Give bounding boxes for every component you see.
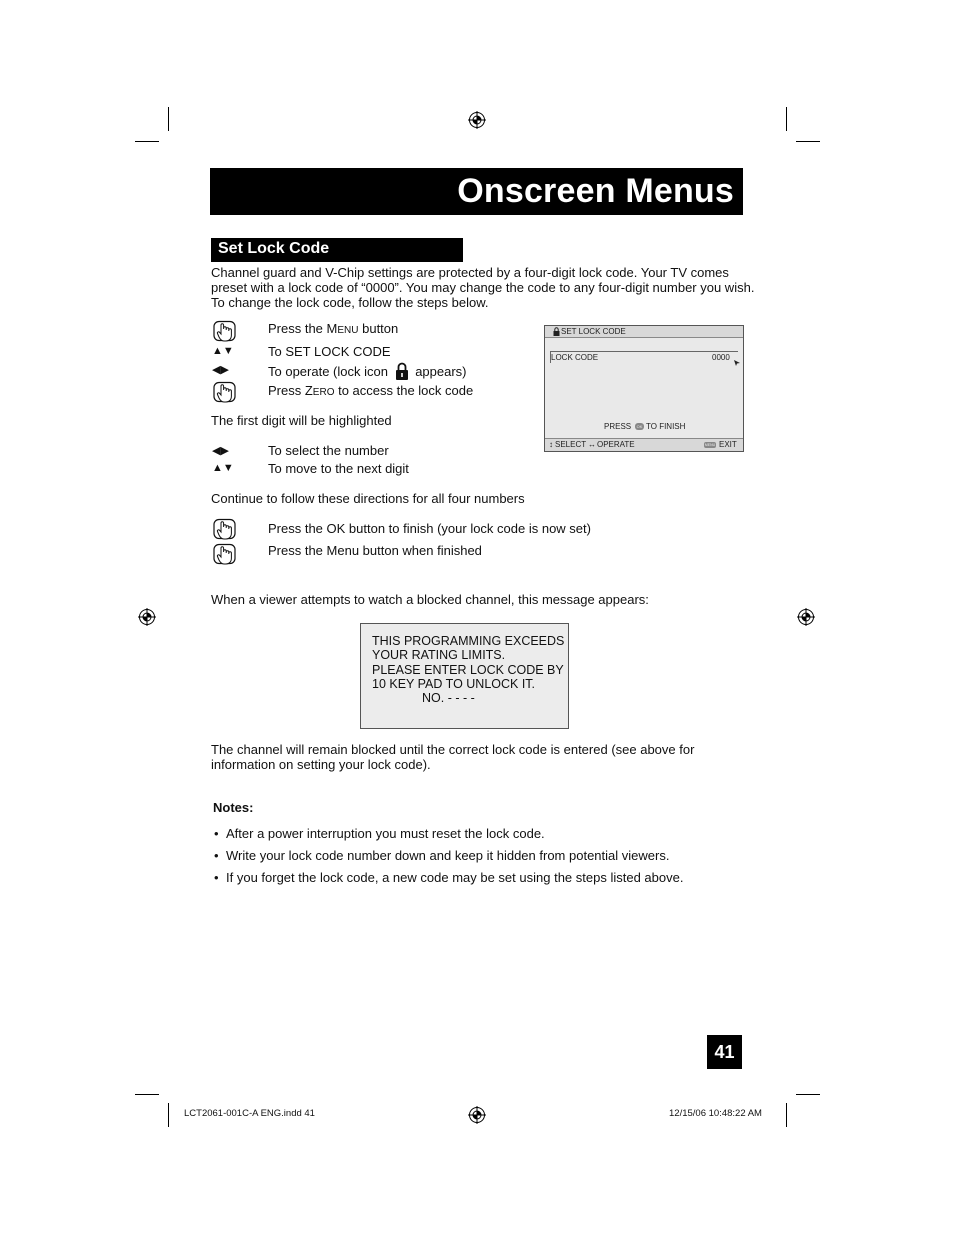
crop-mark — [796, 1094, 820, 1095]
step-text: appears) — [415, 364, 467, 379]
blocked-message-line: YOUR RATING LIMITS. — [372, 648, 506, 662]
intro-line: preset with a lock code of “0000”. You may change the code to any four-digit number you wish. — [211, 280, 755, 295]
left-right-arrows-icon: ◀▶ — [212, 445, 229, 457]
ok-key-icon: OK — [636, 424, 643, 429]
footer-filename: LCT2061-001C-A ENG.indd 41 — [184, 1108, 315, 1119]
press-button-hand-icon — [212, 320, 238, 344]
osd-exit: EXIT — [719, 440, 737, 449]
osd-field-label: LOCK CODE — [551, 353, 599, 362]
osd-field-value: 0000 — [712, 353, 730, 362]
step-text: ERO — [312, 387, 335, 398]
osd-header — [545, 326, 743, 338]
step-operate — [268, 362, 467, 380]
step-select-number: To select the number — [268, 443, 389, 458]
cursor-icon — [734, 360, 740, 366]
note-item: After a power interruption you must reset the lock code. — [226, 826, 545, 841]
press-button-hand-icon — [212, 543, 238, 567]
blocked-after: information on setting your lock code). — [211, 757, 431, 772]
bullet-icon: • — [214, 826, 219, 841]
up-down-arrows-icon: ▲▼ — [212, 345, 234, 357]
step-text: M — [326, 321, 338, 336]
bullet-icon: • — [214, 848, 219, 863]
blocked-after: The channel will remain blocked until the correct lock code is entered (see above for — [211, 742, 695, 757]
crop-mark — [135, 141, 159, 142]
osd-press: PRESS — [604, 422, 632, 431]
step-menu — [268, 321, 398, 338]
blocked-message-box — [360, 623, 569, 729]
lock-icon — [395, 362, 409, 380]
press-button-hand-icon — [212, 381, 238, 405]
section-header — [211, 238, 463, 262]
up-down-arrows-icon: ↕ — [549, 440, 553, 449]
registration-mark-icon — [468, 1106, 486, 1124]
blocked-message-line: 10 KEY PAD TO UNLOCK IT. — [372, 677, 536, 691]
step-next-digit: To move to the next digit — [268, 461, 409, 476]
up-down-arrows-icon: ▲▼ — [212, 462, 234, 474]
page-number: 41 — [707, 1035, 742, 1069]
step-text: To operate (lock icon — [268, 364, 388, 379]
crop-mark — [796, 141, 820, 142]
blocked-message-line: PLEASE ENTER LOCK CODE BY — [372, 663, 564, 677]
osd-operate: OPERATE — [597, 440, 635, 449]
blocked-message-line: NO. - - - - — [422, 691, 475, 705]
step-text: ENU — [337, 325, 359, 336]
left-right-arrows-icon: ↔ — [588, 440, 596, 449]
blocked-intro: When a viewer attempts to watch a blocked channel, this message appears: — [211, 592, 649, 607]
lock-icon — [553, 327, 560, 336]
osd-screen-illustration — [544, 325, 744, 452]
registration-mark-icon — [138, 608, 156, 626]
page-title: Onscreen Menus — [457, 172, 734, 210]
menu-key-icon: MENU — [704, 443, 716, 447]
first-digit-note: The first digit will be highlighted — [211, 413, 392, 428]
page-title-bar — [210, 168, 743, 215]
crop-mark — [168, 1103, 169, 1127]
press-button-hand-icon — [212, 518, 238, 542]
osd-footer — [545, 438, 743, 451]
step-text: to access the lock code — [334, 383, 474, 398]
bullet-icon: • — [214, 870, 219, 885]
crop-mark — [168, 107, 169, 131]
notes-title: Notes: — [213, 800, 254, 815]
continue-note: Continue to follow these directions for all four numbers — [211, 491, 525, 506]
step-menu-finished: Press the Menu button when finished — [268, 543, 482, 558]
crop-mark — [786, 1103, 787, 1127]
crop-mark — [786, 107, 787, 131]
step-text: Press — [268, 383, 305, 398]
step-updown: To SET LOCK CODE — [268, 344, 391, 359]
step-ok-finish: Press the OK button to finish (your lock code is now set) — [268, 521, 591, 536]
step-text: Press the — [268, 321, 327, 336]
note-item: If you forget the lock code, a new code may be set using the steps listed above. — [226, 870, 684, 885]
osd-to-finish: TO FINISH — [646, 422, 686, 431]
step-zero — [268, 383, 473, 400]
osd-title: SET LOCK CODE — [561, 327, 626, 336]
crop-mark — [135, 1094, 159, 1095]
left-right-arrows-icon: ◀▶ — [212, 364, 229, 376]
registration-mark-icon — [468, 111, 486, 129]
registration-mark-icon — [797, 608, 815, 626]
intro-line: Channel guard and V-Chip settings are protected by a four-digit lock code. Your TV comes — [211, 265, 729, 280]
note-item: Write your lock code number down and keep it hidden from potential viewers. — [226, 848, 670, 863]
section-title: Set Lock Code — [218, 240, 330, 257]
step-text: button — [358, 321, 399, 336]
footer-datetime: 12/15/06 10:48:22 AM — [669, 1108, 762, 1119]
osd-select: SELECT — [555, 440, 587, 449]
intro-line: To change the lock code, follow the steps below. — [211, 295, 489, 310]
step-text: Z — [304, 383, 313, 398]
blocked-message-line: THIS PROGRAMMING EXCEEDS — [372, 634, 565, 648]
